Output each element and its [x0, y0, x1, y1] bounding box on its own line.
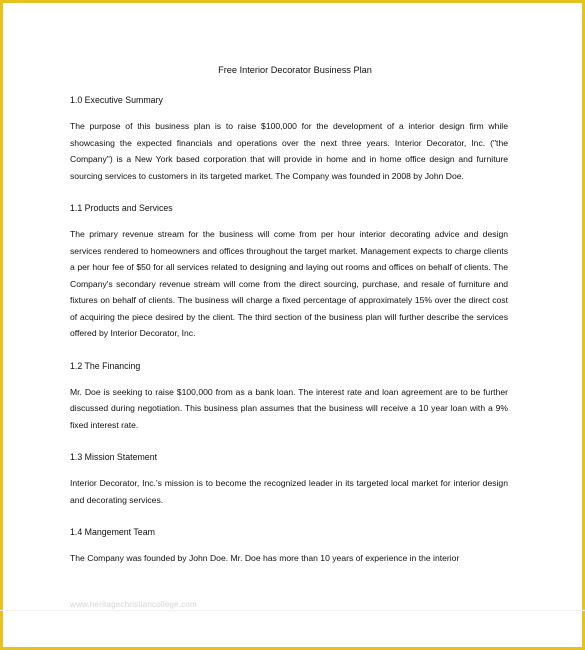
document-page — [70, 62, 508, 583]
section-paragraph: The primary revenue stream for the business will come from per hour interior decorating advice and design services rendered to homeowners and offices throughout the target market. Management expects to charge clients a per hour fee of $50 for all services related to designing and laying out rooms and offices on behalf of clients. The Company's secondary revenue stream will come from the direct sourcing, purchase, and resale of furniture and fixtures on behalf of clients. The business will charge a fixed percentage of approximately 15% over the direct cost of acquiring the piece desired by the client. The third section of the business plan will further describe the services offered by Interior Decorator, Inc. — [70, 229, 508, 338]
section-financing — [70, 358, 508, 434]
section-products-and-services — [70, 200, 508, 342]
document-title: Free Interior Decorator Business Plan — [218, 65, 372, 75]
section-heading: 1.3 Mission Statement — [70, 452, 158, 462]
section-management-team — [70, 524, 508, 567]
section-heading: 1.0 Executive Summary — [70, 95, 163, 105]
section-executive-summary — [70, 92, 508, 184]
watermark-text: www.heritagechristiancollege.com — [70, 600, 197, 609]
section-paragraph: The Company was founded by John Doe. Mr. Doe has more than 10 years of experience in the interior — [70, 553, 460, 563]
section-mission-statement — [70, 449, 508, 508]
section-heading: 1.1 Products and Services — [70, 203, 173, 213]
section-heading: 1.2 The Financing — [70, 360, 141, 371]
section-paragraph: Mr. Doe is seeking to raise $100,000 from as a bank loan. The interest rate and loan agreement are to be further discussed during negotiation. This business plan assumes that the business will receive a 10 year loan with a 9% fixed interest rate. — [70, 386, 508, 430]
section-paragraph: The purpose of this business plan is to raise $100,000 for the development of a interior design firm while showcasing the expected financials and operations over the next three years. Interior Decorator, Inc. ("the Company") is a New York based corporation that will provide in home and in home office design and furniture sourcing services to customers in its targeted market. The Company was founded in 2008 by John Doe. — [70, 121, 508, 181]
page-divider — [0, 610, 585, 611]
section-heading: 1.4 Mangement Team — [70, 527, 155, 537]
section-paragraph: Interior Decorator, Inc.'s mission is to become the recognized leader in its targeted local market for interior design and decorating services. — [70, 478, 508, 505]
